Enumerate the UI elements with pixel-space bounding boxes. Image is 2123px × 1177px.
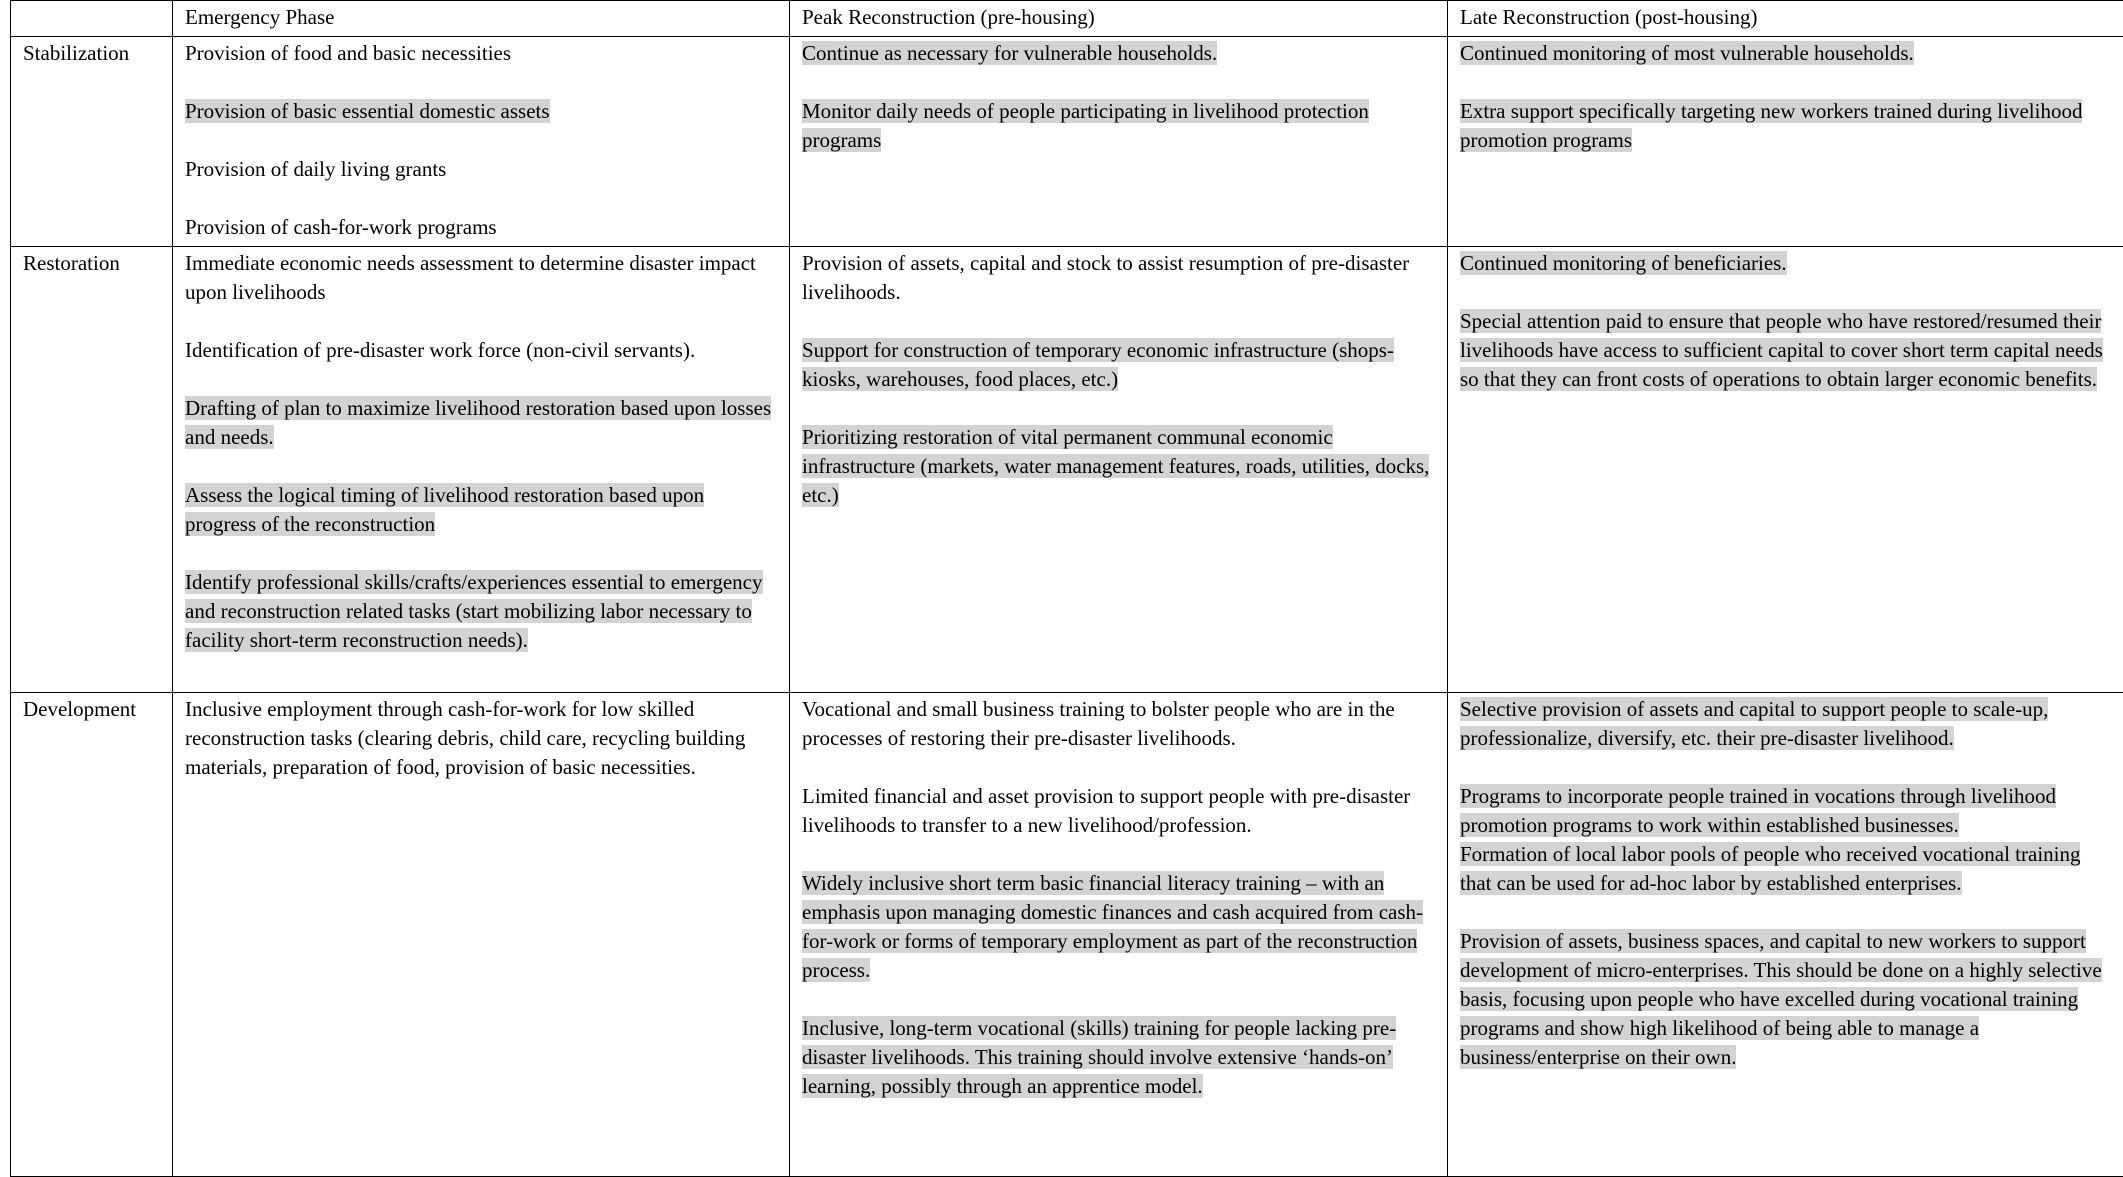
paragraph	[802, 39, 1437, 68]
blank-line	[185, 307, 779, 336]
phase-row	[11, 693, 2123, 1177]
table-cell	[790, 693, 1448, 1177]
paragraph	[185, 97, 779, 126]
header-row	[11, 1, 2123, 37]
paragraph	[802, 97, 1437, 155]
paragraph	[1460, 840, 2113, 898]
phase-row	[11, 37, 2123, 247]
blank-line	[185, 184, 779, 213]
plain-text: Inclusive employment through cash-for-work for low skilled reconstruction tasks (clearing debris, child care, recycling building materials, preparation of food, provision of basic necessities.	[185, 697, 745, 779]
row-label: Restoration	[11, 247, 173, 693]
highlighted-text: Inclusive, long-term vocational (skills) training for people lacking pre-disaster livelihoods. This training should involve extensive ‘hands-on’ learning, possibly through an apprentice model.	[802, 1016, 1396, 1098]
plain-text: Provision of food and basic necessities	[185, 41, 511, 65]
paragraph	[185, 394, 779, 452]
plain-text: Provision of assets, capital and stock to assist resumption of pre-disaster livelihoods.	[802, 251, 1409, 304]
table-cell	[173, 247, 790, 693]
highlighted-text: Provision of assets, business spaces, and capital to new workers to support development of micro-enterprises. This should be done on a highly selective basis, focusing upon people who have excelled during vocational training programs and show high likelihood of being able to manage a business/enterprise on their own.	[1460, 929, 2102, 1069]
column-header: Late Reconstruction (post-housing)	[1448, 1, 2123, 37]
highlighted-text: Support for construction of temporary economic infrastructure (shops-kiosks, warehouses, food places, etc.)	[802, 338, 1394, 391]
blank-line	[185, 539, 779, 568]
highlighted-text: Continue as necessary for vulnerable households.	[802, 41, 1217, 65]
blank-line	[185, 452, 779, 481]
plain-text: Immediate economic needs assessment to determine disaster impact upon livelihoods	[185, 251, 756, 304]
highlighted-text: Widely inclusive short term basic financial literacy training – with an emphasis upon managing domestic finances and cash acquired from cash-for-work or forms of temporary employment as part of the reconstruction process.	[802, 871, 1423, 982]
highlighted-text: Formation of local labor pools of people who received vocational training that can be used for ad-hoc labor by established enterprises.	[1460, 842, 2080, 895]
paragraph	[802, 1014, 1437, 1101]
plain-text: Identification of pre-disaster work force (non-civil servants).	[185, 338, 695, 362]
highlighted-text: Extra support specifically targeting new workers trained during livelihood promotion programs	[1460, 99, 2082, 152]
paragraph	[802, 249, 1437, 307]
highlighted-text: Selective provision of assets and capital to support people to scale-up, professionalize, diversify, etc. their pre-disaster livelihood.	[1460, 697, 2048, 750]
column-header: Emergency Phase	[173, 1, 790, 37]
table-cell	[173, 37, 790, 247]
highlighted-text: Continued monitoring of most vulnerable households.	[1460, 41, 1914, 65]
paragraph	[185, 336, 779, 365]
paragraph	[802, 869, 1437, 985]
paragraph	[185, 39, 779, 68]
table-cell	[173, 693, 790, 1177]
blank-line	[1460, 898, 2113, 927]
highlighted-text: Monitor daily needs of people participating in livelihood protection programs	[802, 99, 1369, 152]
phase-row	[11, 247, 2123, 693]
paragraph	[1460, 249, 2113, 278]
row-label: Stabilization	[11, 37, 173, 247]
blank-line	[185, 126, 779, 155]
highlighted-text: Prioritizing restoration of vital permanent communal economic infrastructure (markets, water management features, roads, utilities, docks, etc.)	[802, 425, 1429, 507]
paragraph	[1460, 97, 2113, 155]
paragraph	[185, 155, 779, 184]
blank-line	[802, 985, 1437, 1014]
highlighted-text: Identify professional skills/crafts/experiences essential to emergency and reconstruction related tasks (start mobilizing labor necessary to facility short-term reconstruction needs).	[185, 570, 763, 652]
table-cell	[1448, 247, 2123, 693]
paragraph	[1460, 39, 2113, 68]
paragraph	[1460, 927, 2113, 1072]
paragraph	[802, 336, 1437, 394]
highlighted-text: Programs to incorporate people trained in vocations through livelihood promotion programs to work within established businesses.	[1460, 784, 2056, 837]
plain-text: Provision of daily living grants	[185, 157, 446, 181]
blank-line	[802, 68, 1437, 97]
blank-line	[802, 394, 1437, 423]
blank-line	[1460, 68, 2113, 97]
paragraph	[185, 568, 779, 655]
blank-line	[185, 68, 779, 97]
highlighted-text: Continued monitoring of beneficiaries.	[1460, 251, 1787, 275]
paragraph	[1460, 782, 2113, 840]
paragraph	[1460, 307, 2113, 394]
column-header: Peak Reconstruction (pre-housing)	[790, 1, 1448, 37]
highlighted-text: Assess the logical timing of livelihood restoration based upon progress of the reconstruction	[185, 483, 704, 536]
table-cell	[790, 37, 1448, 247]
paragraph	[1460, 695, 2113, 753]
paragraph	[802, 423, 1437, 510]
plain-text: Provision of cash-for-work programs	[185, 215, 497, 239]
blank-line	[802, 840, 1437, 869]
paragraph	[185, 695, 779, 782]
plain-text: Vocational and small business training to bolster people who are in the processes of restoring their pre-disaster livelihoods.	[802, 697, 1395, 750]
row-label: Development	[11, 693, 173, 1177]
blank-line	[185, 365, 779, 394]
plain-text: Limited financial and asset provision to support people with pre-disaster livelihoods to transfer to a new livelihood/profession.	[802, 784, 1410, 837]
document-table-container	[10, 0, 2123, 1177]
paragraph	[185, 481, 779, 539]
paragraph	[802, 695, 1437, 753]
table-cell	[790, 247, 1448, 693]
corner-header-cell	[11, 1, 173, 37]
highlighted-text: Provision of basic essential domestic assets	[185, 99, 550, 123]
blank-line	[1460, 753, 2113, 782]
table-cell	[1448, 693, 2123, 1177]
table-cell	[1448, 37, 2123, 247]
blank-line	[802, 307, 1437, 336]
paragraph	[802, 782, 1437, 840]
paragraph	[185, 213, 779, 242]
livelihood-support-phases-table	[10, 0, 2123, 1177]
blank-line	[1460, 278, 2113, 307]
highlighted-text: Special attention paid to ensure that people who have restored/resumed their livelihoods have access to sufficient capital to cover short term capital needs so that they can front costs of operations to obtain larger economic benefits.	[1460, 309, 2103, 391]
table-body	[11, 37, 2123, 1177]
highlighted-text: Drafting of plan to maximize livelihood restoration based upon losses and needs.	[185, 396, 771, 449]
blank-line	[802, 753, 1437, 782]
paragraph	[185, 249, 779, 307]
